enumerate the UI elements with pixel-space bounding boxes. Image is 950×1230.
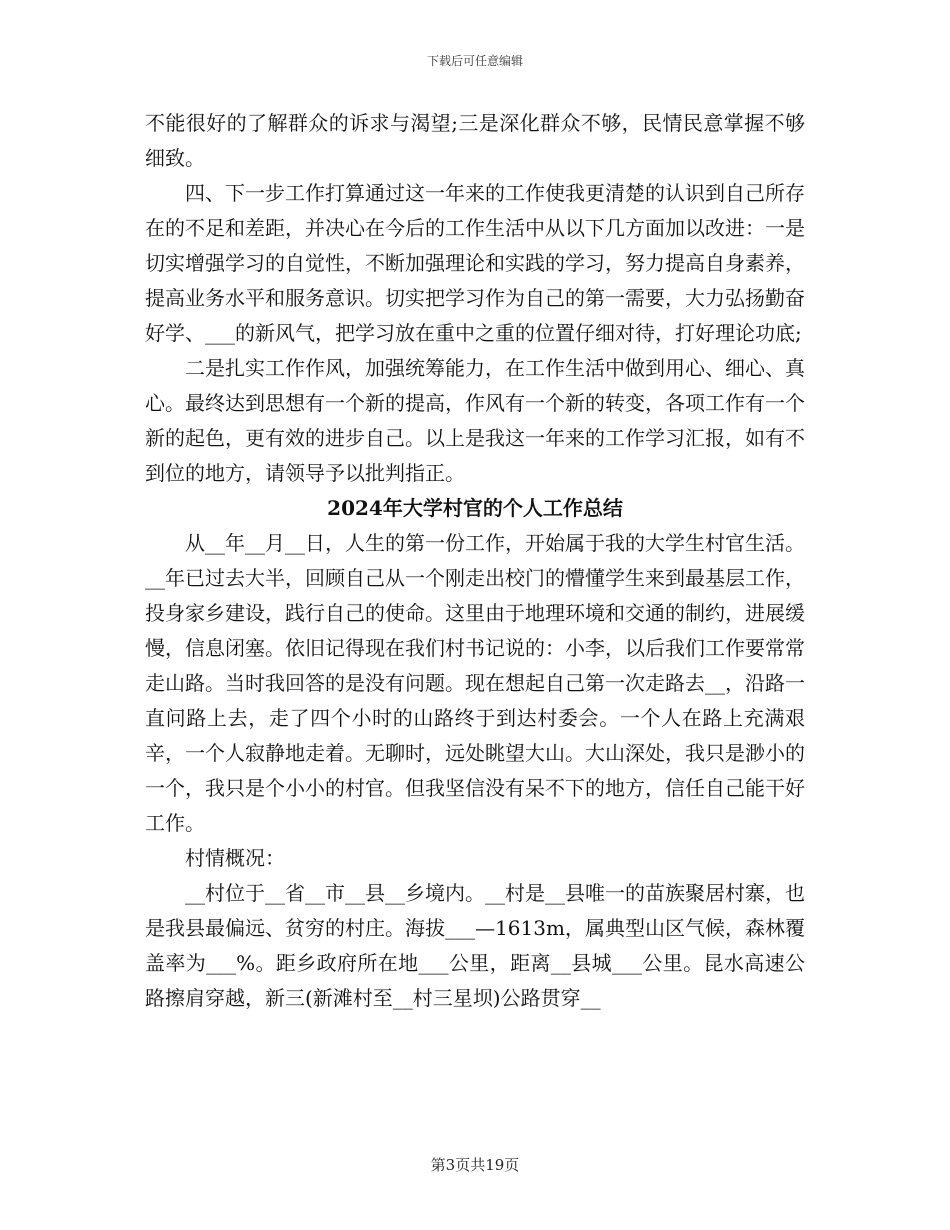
paragraph-village-overview-label: 村情概况： <box>185 846 285 870</box>
paragraph-work-style: 二是扎实工作作风，加强统筹能力，在工作生活中做到用心、细心、真心。最终达到思想有一个新的提高，作风有一个新的转变，各项工作有一个新的起色，更有效的进步自己。以上是我这一年来的工作学习汇报，如有不到位的地方，请领导予以批判指正。 <box>145 356 805 485</box>
paragraph-village-official-start: 从__年__月__日，人生的第一份工作，开始属于我的大学生村官生活。__年已过去大半，回顾自己从一个刚走出校门的懵懂学生来到最基层工作，投身家乡建设，践行自己的使命。这里由于地理环境和交通的制约，进展缓慢，信息闭塞。依旧记得现在我们村书记说的：小李，以后我们工作要常常走山路。当时我回答的是没有问题。现在想起自己第一次走路去__，沿路一直问路上去，走了四个小时的山路终于到达村委会。一个人在路上充满艰辛，一个人寂静地走着。无聊时，远处眺望大山。大山深处，我只是渺小的一个，我只是个小小的村官。但我坚信没有呆不下的地方，信任自己能干好工作。 <box>145 531 805 835</box>
section-heading: 2024年大学村官的个人工作总结 <box>327 496 623 520</box>
document-body <box>145 106 805 1016</box>
page-header: 下载后可任意编辑 <box>426 54 523 68</box>
paragraph-problems: 不能很好的了解群众的诉求与渴望;三是深化群众不够，民情民意掌握不够细致。 <box>145 111 805 170</box>
paragraph-village-overview: __村位于__省__市__县__乡境内。__村是__县唯一的苗族聚居村寨，也是我县最偏远、贫穷的村庄。海拔___—1613m，属典型山区气候，森林覆盖率为___%。距乡政府所在地___公里，距离__县城___公里。昆水高速公路擦肩穿越，新三(新滩村至__村三星坝)公路贯穿__ <box>145 881 805 1010</box>
paragraph-next-plans: 四、下一步工作打算通过这一年来的工作使我更清楚的认识到自己所存在的不足和差距，并决心在今后的工作生活中从以下几方面加以改进：一是切实增强学习的自觉性，不断加强理论和实践的学习，努力提高自身素养，提高业务水平和服务意识。切实把学习作为自己的第一需要，大力弘扬勤奋好学、___的新风气，把学习放在重中之重的位置仔细对待，打好理论功底; <box>145 181 805 345</box>
page-number: 第3页共19页 <box>430 1156 520 1174</box>
